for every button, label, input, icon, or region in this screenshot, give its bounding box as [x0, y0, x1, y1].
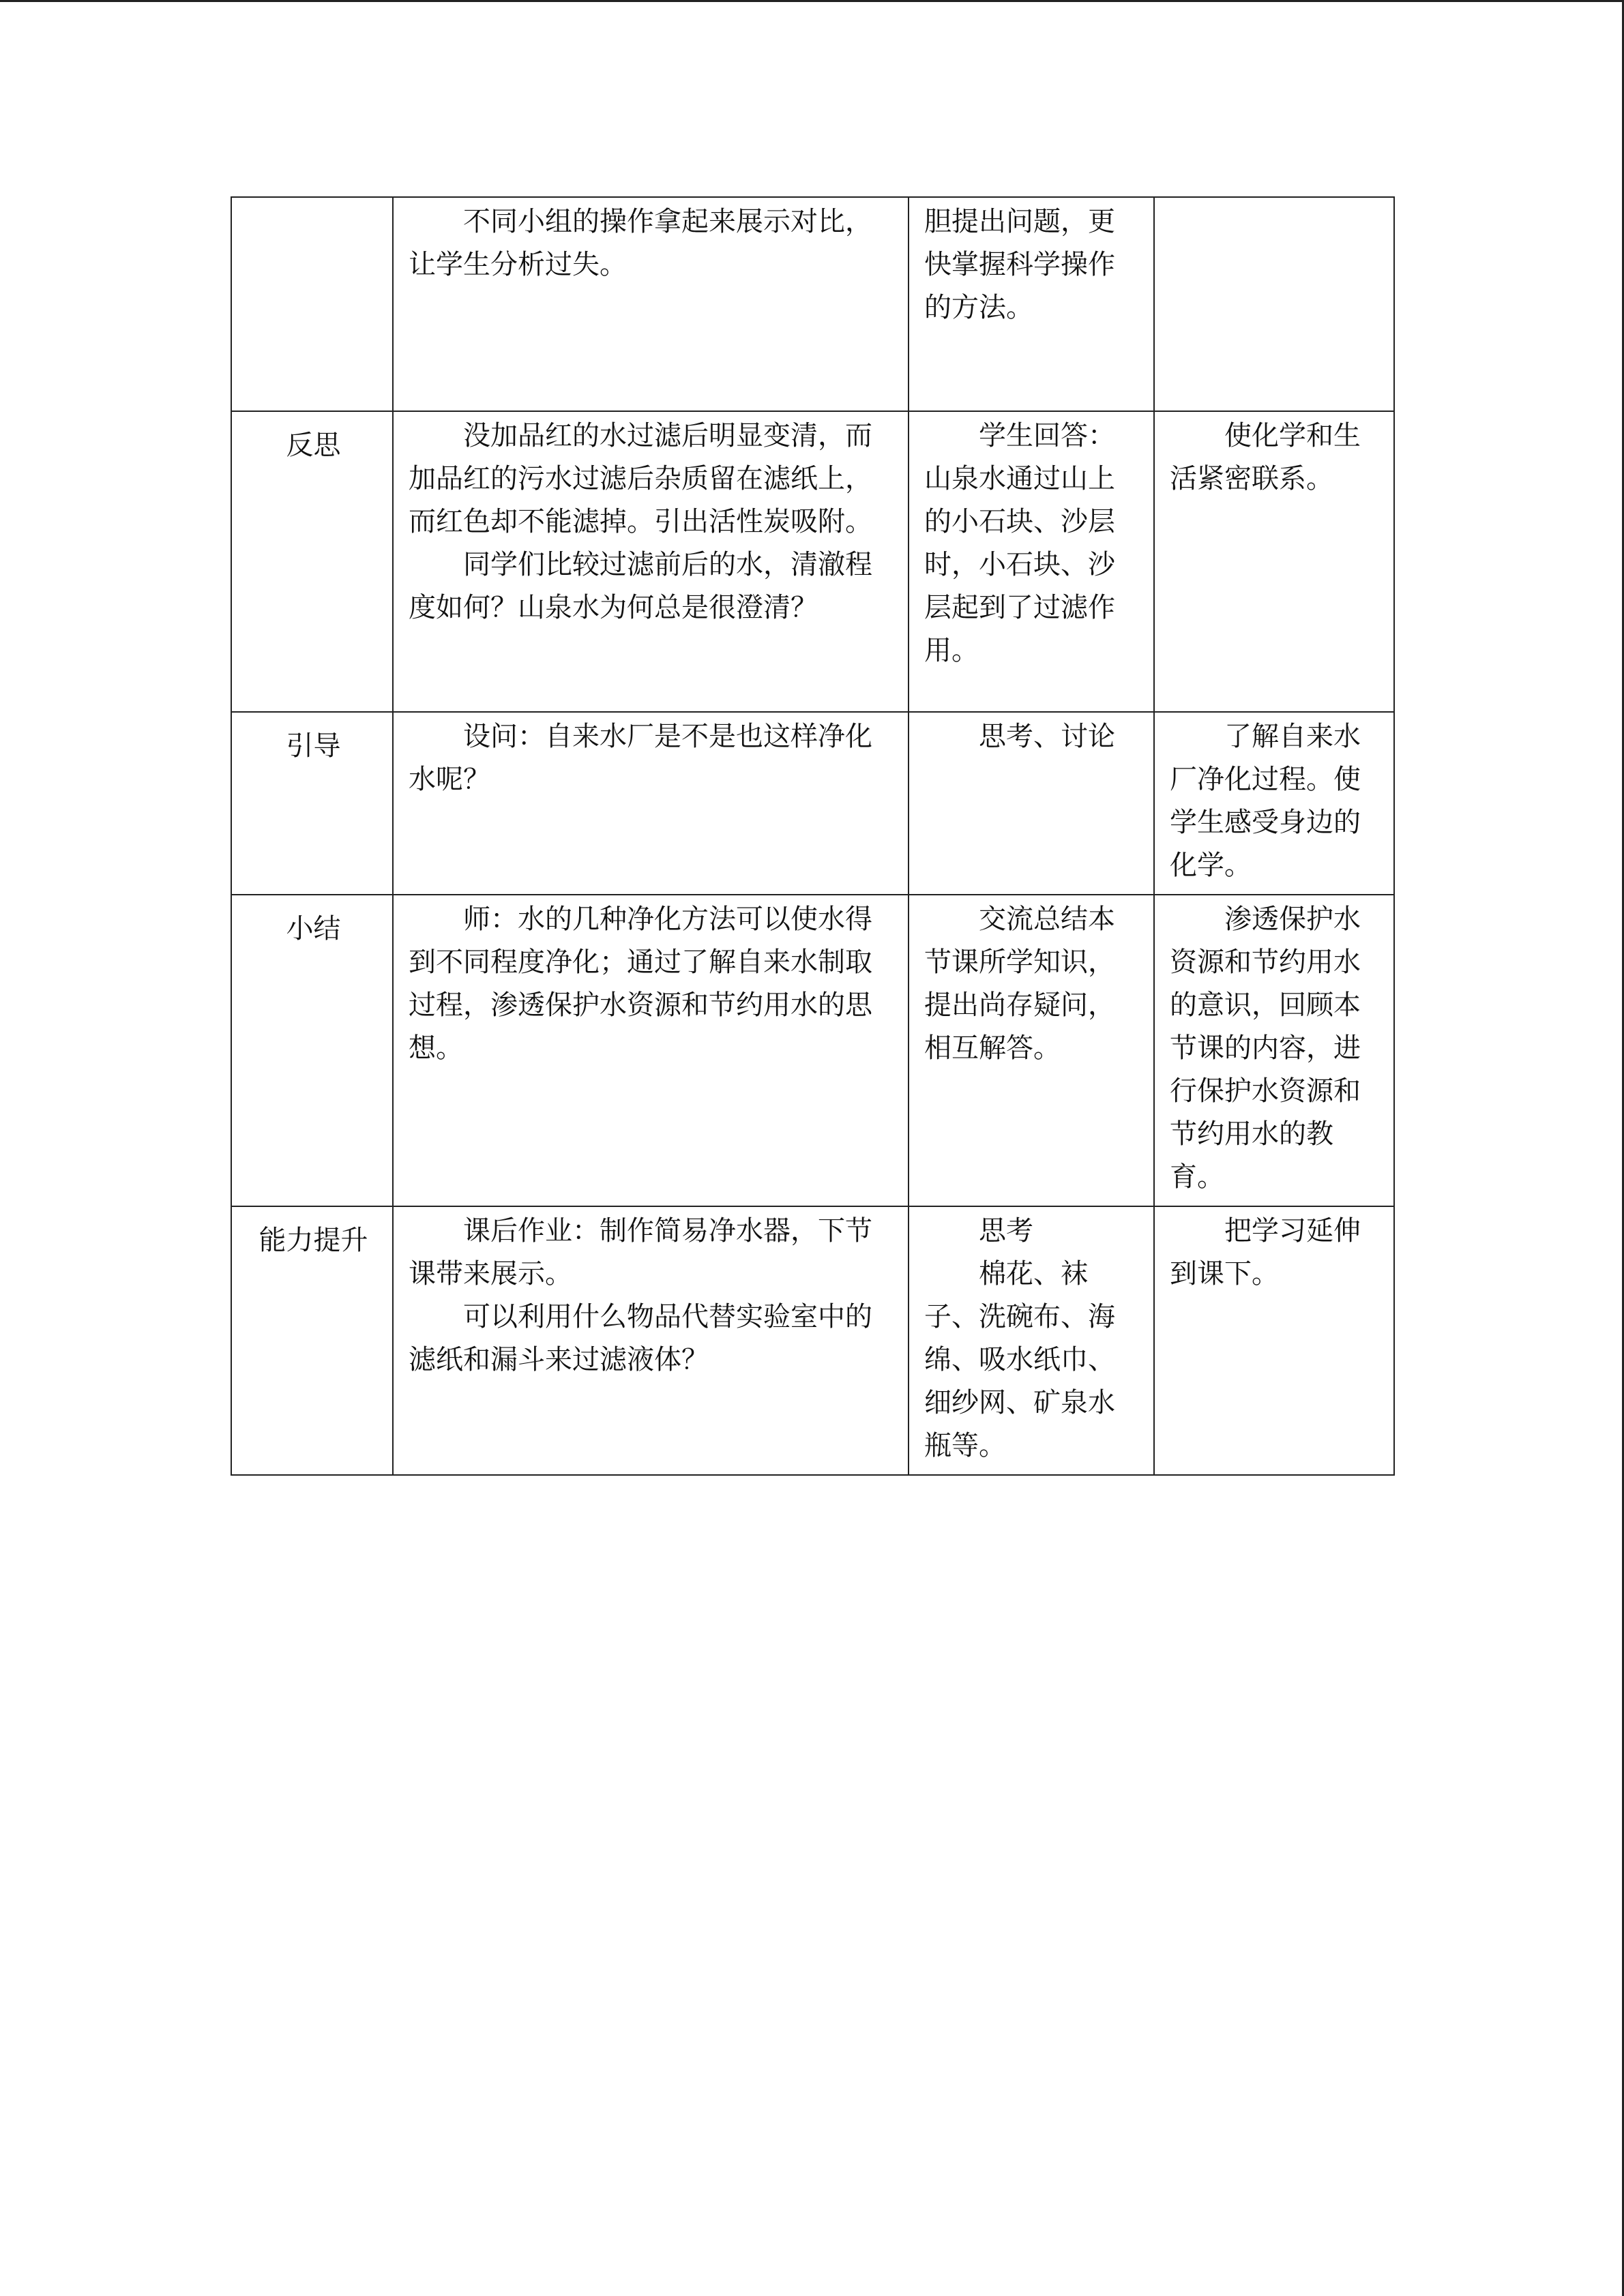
- design-intent-cell: [1154, 1206, 1394, 1475]
- teacher-text: 设问：自来水厂是不是也这样净化水呢？: [409, 721, 872, 795]
- teacher-activity-cell: [393, 1206, 909, 1475]
- intent-text: 渗透保护水资源和节约用水的意识，回顾本节课的内容，进行保护水资源和节约用水的教育。: [1170, 904, 1361, 1193]
- design-intent-cell: [1154, 895, 1394, 1206]
- table-row: [231, 895, 1394, 1206]
- lesson-plan-table: [231, 196, 1395, 1476]
- student-text: 学生回答：: [979, 420, 1115, 451]
- student-activity-cell: [909, 1206, 1154, 1475]
- intent-text: 了解自来水厂净化过程。使学生感受身边的化学。: [1170, 721, 1361, 881]
- stage-cell: [231, 895, 393, 1206]
- teacher-text: 师：水的几种净化方法可以使水得到不同程度净化；通过了解自来水制取过程，渗透保护水资源和节约用水的思想。: [409, 904, 872, 1064]
- student-text: 山泉水通过山上的小石块、沙层时，小石块、沙层起到了过滤作用。: [924, 463, 1115, 666]
- teacher-activity-cell: [393, 895, 909, 1206]
- student-text: 交流总结本节课所学知识，提出尚存疑问，相互解答。: [924, 904, 1115, 1064]
- stage-cell: [231, 197, 393, 411]
- teacher-text: 不同小组的操作拿起来展示对比，让学生分析过失。: [409, 206, 872, 280]
- design-intent-cell: [1154, 411, 1394, 712]
- student-text: 胆提出问题，更快掌握科学操作的方法。: [924, 206, 1115, 323]
- table-row: [231, 712, 1394, 895]
- page-top-border: [0, 0, 1624, 2]
- table-row: [231, 197, 1394, 411]
- student-text: 思考、讨论: [979, 721, 1115, 752]
- student-text: 棉花、袜子、洗碗布、海绵、吸水纸巾、细纱网、矿泉水瓶等。: [924, 1258, 1115, 1461]
- table-row: [231, 1206, 1394, 1475]
- teacher-activity-cell: [393, 411, 909, 712]
- teacher-activity-cell: [393, 197, 909, 411]
- stage-label: 引导: [286, 730, 341, 762]
- stage-cell: [231, 411, 393, 712]
- stage-label: 能力提升: [259, 1225, 368, 1256]
- stage-label: 小结: [286, 913, 341, 944]
- table-row: [231, 411, 1394, 712]
- intent-text: 把学习延伸到课下。: [1170, 1215, 1361, 1289]
- design-intent-cell: [1154, 712, 1394, 895]
- design-intent-cell: [1154, 197, 1394, 411]
- teacher-activity-cell: [393, 712, 909, 895]
- stage-cell: [231, 1206, 393, 1475]
- intent-text: 使化学和生活紧密联系。: [1170, 420, 1361, 494]
- teacher-text: 课后作业：制作简易净水器，下节课带来展示。: [409, 1215, 872, 1289]
- stage-label: 反思: [286, 430, 341, 461]
- student-text: 思考: [979, 1215, 1033, 1247]
- student-activity-cell: [909, 411, 1154, 712]
- stage-cell: [231, 712, 393, 895]
- teacher-text: 没加品红的水过滤后明显变清，而加品红的污水过滤后杂质留在滤纸上，而红色却不能滤掉。引出活性炭吸附。: [409, 420, 872, 537]
- teacher-text: 可以利用什么物品代替实验室中的滤纸和漏斗来过滤液体？: [409, 1301, 872, 1375]
- student-activity-cell: [909, 895, 1154, 1206]
- student-activity-cell: [909, 197, 1154, 411]
- teacher-text: 同学们比较过滤前后的水，清澈程度如何？山泉水为何总是很澄清？: [409, 549, 872, 623]
- student-activity-cell: [909, 712, 1154, 895]
